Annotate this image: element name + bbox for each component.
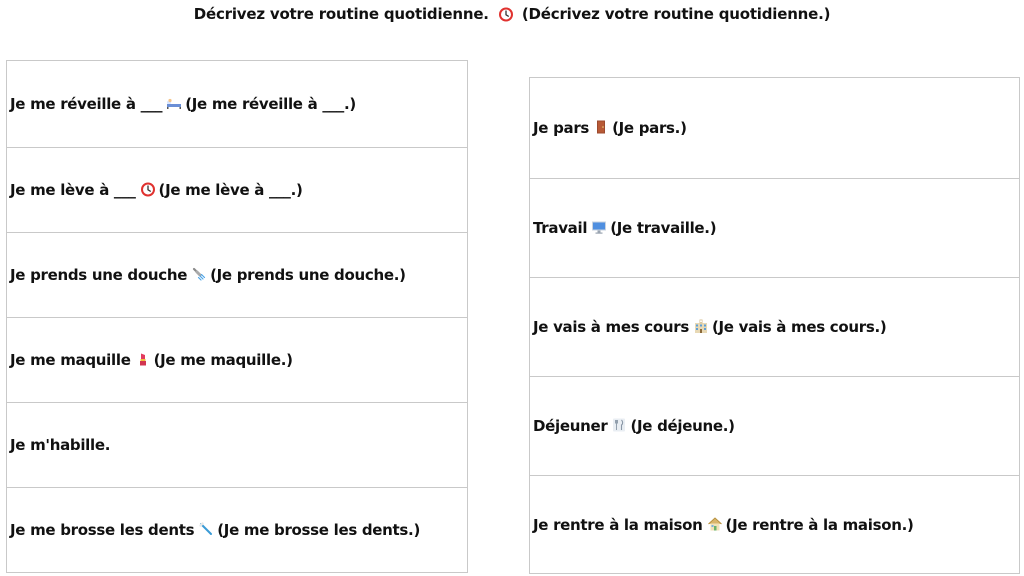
- row-text: Je pars: [533, 119, 590, 137]
- row-text: Je me brosse les dents: [10, 521, 195, 539]
- routine-row: [7, 147, 467, 232]
- row-text: Je m'habille.: [10, 436, 111, 454]
- title-translation: (Décrivez votre routine quotidienne.): [521, 5, 831, 23]
- row-translation: (Je me réveille à ___.): [185, 95, 356, 113]
- row-text: Je me maquille: [10, 351, 131, 369]
- routine-row: [7, 61, 467, 147]
- row-text: Travail: [533, 219, 588, 237]
- row-text: Je vais à mes cours: [533, 318, 689, 336]
- shower-icon: [191, 266, 207, 282]
- row-translation: (Je rentre à la maison.): [725, 515, 914, 534]
- row-translation: (Je vais à mes cours.): [711, 318, 887, 336]
- page-title: [0, 4, 1024, 24]
- toothbrush-icon: [198, 521, 214, 537]
- row-translation: (Je me brosse les dents.): [217, 521, 421, 539]
- lipstick-icon: [135, 351, 151, 367]
- computer-icon: [591, 219, 607, 235]
- routine-row: [7, 487, 467, 572]
- title-text: Décrivez votre routine quotidienne.: [193, 5, 489, 23]
- left-routine-table: [6, 60, 468, 573]
- row-translation: (Je pars.): [612, 119, 687, 137]
- routine-row: [530, 178, 1019, 277]
- routine-row: [7, 232, 467, 317]
- row-text: Je me lève à ___: [10, 181, 136, 199]
- routine-row: [530, 277, 1019, 376]
- fork-knife-icon: [611, 417, 627, 433]
- row-translation: (Je déjeune.): [630, 417, 735, 435]
- routine-row: [530, 78, 1019, 178]
- row-text: Je prends une douche: [10, 266, 188, 284]
- alarm-clock-icon: [498, 6, 514, 22]
- routine-row: [530, 475, 1019, 573]
- row-translation: (Je me maquille.): [153, 351, 293, 369]
- house-icon: [707, 516, 723, 532]
- bed-icon: [166, 95, 182, 111]
- row-translation: (Je travaille.): [610, 219, 717, 237]
- row-translation: (Je me lève à ___.): [158, 181, 303, 199]
- row-text: Je me réveille à ___: [10, 95, 163, 113]
- door-icon: [593, 119, 609, 135]
- row-translation: (Je prends une douche.): [210, 266, 406, 284]
- school-icon: [693, 318, 709, 334]
- alarm-clock-icon: [140, 181, 156, 197]
- routine-row: [7, 402, 467, 487]
- row-text: Je rentre à la maison: [533, 515, 703, 534]
- routine-row: [530, 376, 1019, 475]
- row-text: Déjeuner: [533, 417, 608, 435]
- routine-row: [7, 317, 467, 402]
- right-routine-table: [529, 77, 1020, 574]
